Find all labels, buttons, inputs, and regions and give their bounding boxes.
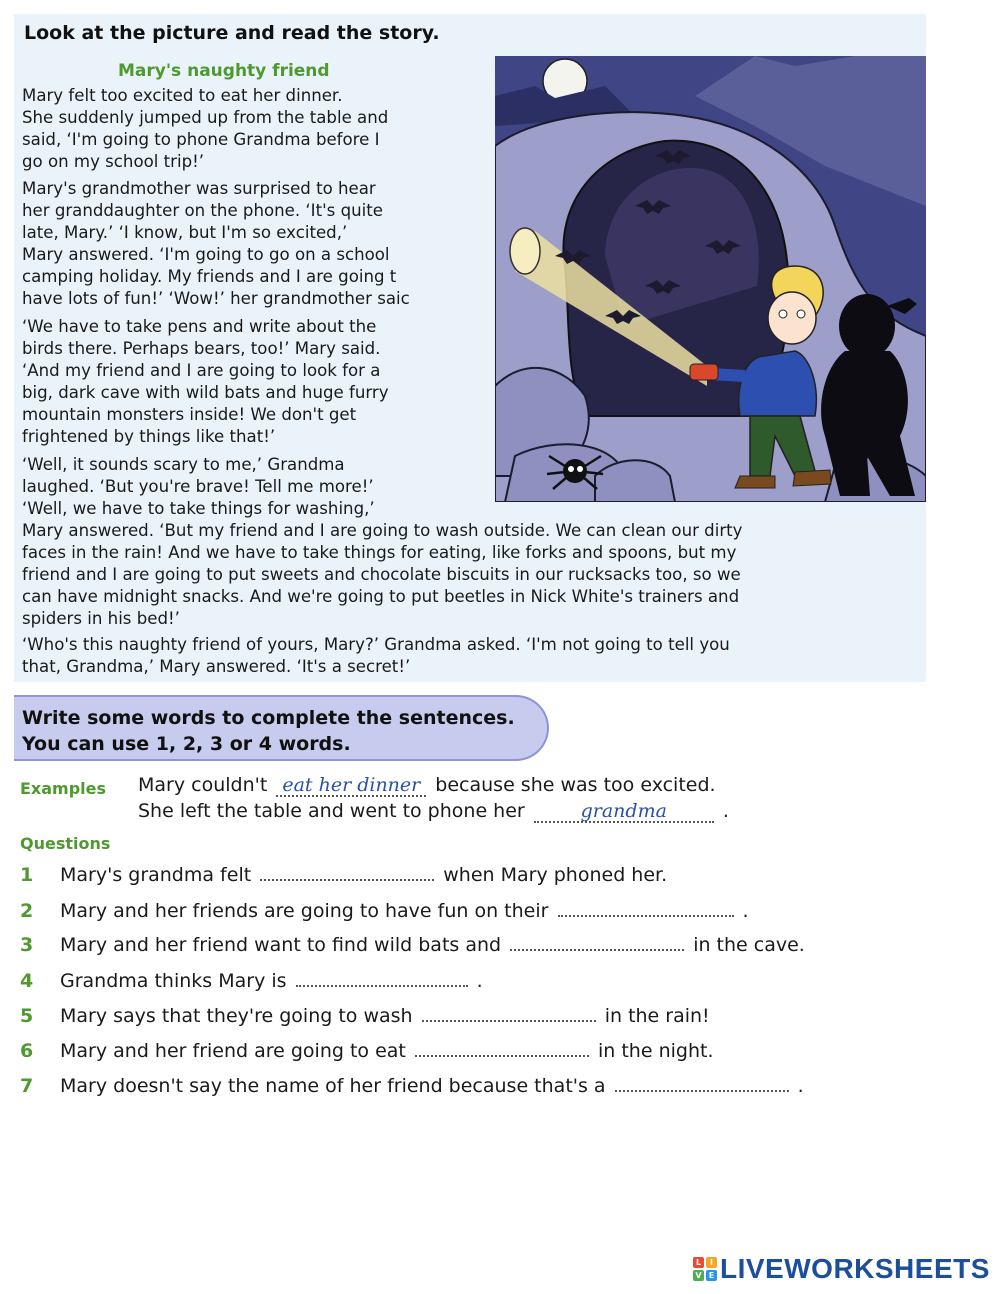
logo-mark-tile: E <box>706 1270 717 1281</box>
story-line: ‘We have to take pens and write about the <box>22 317 377 336</box>
question-number: 2 <box>20 900 34 922</box>
question-text: . <box>797 1075 804 1097</box>
story-paragraph-3 <box>22 316 389 448</box>
example-text: She left the table and went to phone her <box>138 800 525 822</box>
answer-field-7[interactable] <box>615 1076 789 1092</box>
story-line: camping holiday. My friends and I are going t <box>22 267 397 286</box>
story-line: birds there. Perhaps bears, too!’ Mary said. <box>22 339 381 358</box>
answer-field-3[interactable] <box>510 935 684 951</box>
story-line: frightened by things like that!’ <box>22 427 276 446</box>
answer-field-2[interactable] <box>558 901 734 917</box>
story-line: big, dark cave with wild bats and huge furry <box>22 383 389 402</box>
question-1 <box>60 864 667 886</box>
question-number: 5 <box>20 1005 34 1027</box>
answer-field-4[interactable] <box>296 971 468 987</box>
exercise-section <box>14 690 826 1110</box>
story-line: mountain monsters inside! We don't get <box>22 405 357 424</box>
question-number: 6 <box>20 1040 34 1062</box>
story-line: friend and I are going to put sweets and chocolate biscuits in our rucksacks too, so we <box>22 565 741 584</box>
question-text: Mary doesn't say the name of her friend because that's a <box>60 1075 606 1097</box>
story-line: Mary answered. ‘I'm going to go on a school <box>22 245 390 264</box>
example-1 <box>138 774 716 797</box>
examples-label: Examples <box>20 779 107 798</box>
story-heading: Look at the picture and read the story. <box>24 22 440 44</box>
cave-scene-image <box>495 56 926 502</box>
logo-mark-tile: V <box>693 1270 704 1281</box>
story-line: Mary's grandmother was surprised to hear <box>22 179 376 198</box>
instruction-line-2: You can use 1, 2, 3 or 4 words. <box>22 733 351 755</box>
logo-mark-icon <box>693 1257 717 1281</box>
question-text: in the cave. <box>693 934 805 956</box>
story-line: said, ‘I'm going to phone Grandma before I <box>22 130 380 149</box>
story-line: have lots of fun!’ ‘Wow!’ her grandmother saic <box>22 289 410 308</box>
story-paragraph-1 <box>22 85 388 173</box>
instruction-banner <box>14 695 549 761</box>
story-title: Mary's naughty friend <box>118 61 330 81</box>
question-text: when Mary phoned her. <box>443 864 668 886</box>
question-number: 3 <box>20 934 34 956</box>
example-text: Mary couldn't <box>138 774 268 796</box>
example-text: . <box>722 800 729 822</box>
question-number: 4 <box>20 970 34 992</box>
story-paragraph-2 <box>22 178 410 310</box>
logo-mark-tile: I <box>706 1257 717 1268</box>
story-line: that, Grandma,’ Mary answered. ‘It's a secret!’ <box>22 657 411 676</box>
story-line: late, Mary.’ ‘I know, but I'm so excited,’ <box>22 223 348 242</box>
answer-field-5[interactable] <box>422 1006 596 1022</box>
story-line: ‘And my friend and I are going to look for a <box>22 361 381 380</box>
logo-text: LIVEWORKSHEETS <box>720 1253 990 1284</box>
question-text: . <box>742 900 749 922</box>
story-line: ‘Well, it sounds scary to me,’ Grandma <box>22 455 345 474</box>
answer-field-1[interactable] <box>260 865 434 881</box>
question-text: Mary and her friend want to find wild bats and <box>60 934 502 956</box>
story-line: ‘Well, we have to take things for washing,’ <box>22 499 375 518</box>
question-number: 7 <box>20 1075 34 1097</box>
question-number: 1 <box>20 864 34 886</box>
story-paragraph-5 <box>22 634 730 678</box>
question-6 <box>60 1040 713 1062</box>
logo-mark-tile: L <box>693 1257 704 1268</box>
story-line: Mary answered. ‘But my friend and I are going to wash outside. We can clean our dirty <box>22 521 743 540</box>
question-2 <box>60 900 749 922</box>
question-text: in the rain! <box>604 1005 710 1027</box>
question-text: Mary and her friend are going to eat <box>60 1040 406 1062</box>
questions-label: Questions <box>20 834 111 853</box>
example-2 <box>138 800 729 823</box>
question-text: Grandma thinks Mary is <box>60 970 287 992</box>
example-answer: grandma <box>534 801 714 823</box>
question-text: Mary says that they're going to wash <box>60 1005 413 1027</box>
question-3 <box>60 934 805 956</box>
question-text: Mary's grandma felt <box>60 864 252 886</box>
story-line: faces in the rain! And we have to take things for eating, like forks and spoons, but my <box>22 543 737 562</box>
story-line: go on my school trip!’ <box>22 152 205 171</box>
story-line: her granddaughter on the phone. ‘It's quite <box>22 201 383 220</box>
story-line: Mary felt too excited to eat her dinner. <box>22 86 343 105</box>
liveworksheets-logo[interactable] <box>693 1252 990 1286</box>
story-line: can have midnight snacks. And we're going to put beetles in Nick White's trainers and <box>22 587 740 606</box>
story-line: ‘Who's this naughty friend of yours, Mary?’ Grandma asked. ‘I'm not going to tell you <box>22 635 730 654</box>
answer-field-6[interactable] <box>415 1041 589 1057</box>
story-line: laughed. ‘But you're brave! Tell me more!’ <box>22 477 374 496</box>
cave-illustration <box>495 56 926 502</box>
question-5 <box>60 1005 710 1027</box>
instruction-line-1: Write some words to complete the sentences. <box>22 707 515 729</box>
question-text: Mary and her friends are going to have fun on their <box>60 900 549 922</box>
question-7 <box>60 1075 804 1097</box>
story-line: spiders in his bed!’ <box>22 609 180 628</box>
example-text: because she was too excited. <box>435 774 716 796</box>
question-text: . <box>476 970 483 992</box>
question-text: in the night. <box>597 1040 714 1062</box>
example-answer: eat her dinner <box>276 775 426 797</box>
question-4 <box>60 970 483 992</box>
story-panel <box>14 14 926 682</box>
story-line: She suddenly jumped up from the table and <box>22 108 389 127</box>
